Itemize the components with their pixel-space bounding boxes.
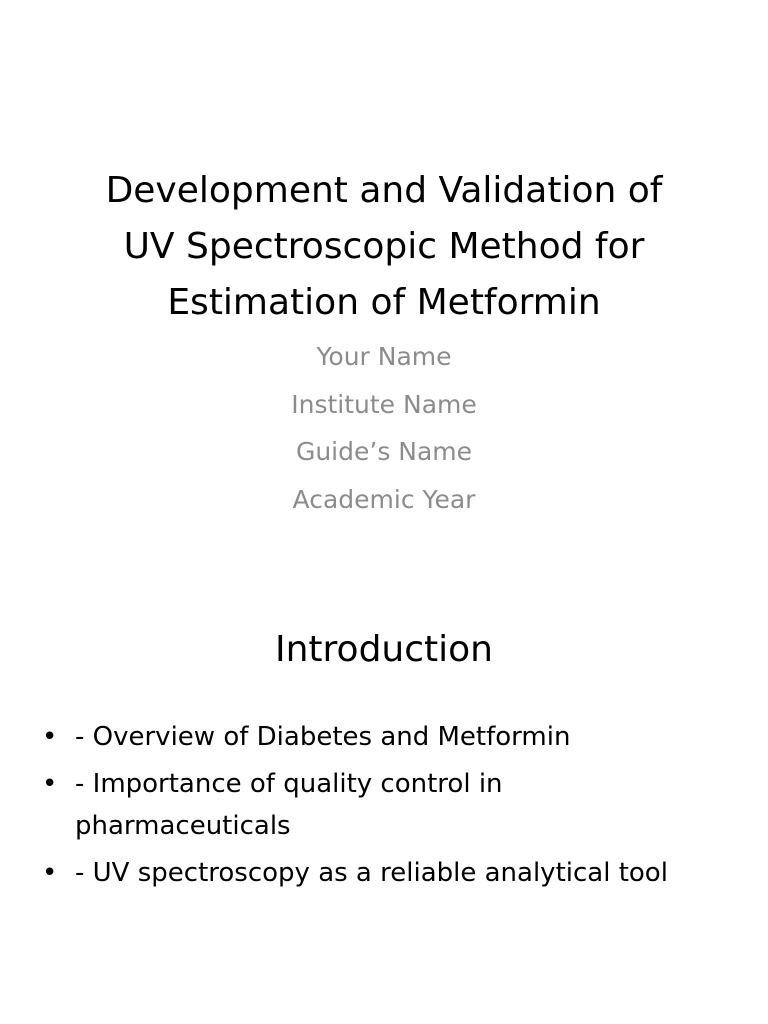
bullet-text: - Overview of Diabetes and Metformin (75, 722, 571, 752)
bullet-icon: • (42, 858, 58, 888)
presentation-title (40, 163, 728, 331)
bullet-icon: • (42, 769, 58, 799)
bullet-item (40, 716, 720, 758)
title-line: Estimation of Metformin (167, 282, 601, 323)
title-line: Development and Validation of (105, 170, 663, 211)
presenter-name: Your Name (316, 342, 452, 371)
guide-name: Guide’s Name (295, 437, 473, 466)
bullet-text: - UV spectroscopy as a reliable analytical tool (75, 858, 668, 888)
introduction-slide (0, 576, 768, 1024)
bullet-list (40, 716, 720, 899)
presenter-details (40, 333, 728, 523)
bullet-item (40, 852, 720, 894)
bullet-text: - Importance of quality control in pharmaceuticals (75, 769, 503, 841)
title-line: UV Spectroscopic Method for (123, 226, 645, 267)
slide-title: Introduction (274, 629, 493, 670)
institute-name: Institute Name (291, 389, 477, 419)
academic-year: Academic Year (292, 484, 476, 514)
bullet-item (40, 763, 720, 847)
bullet-icon: • (42, 722, 58, 752)
